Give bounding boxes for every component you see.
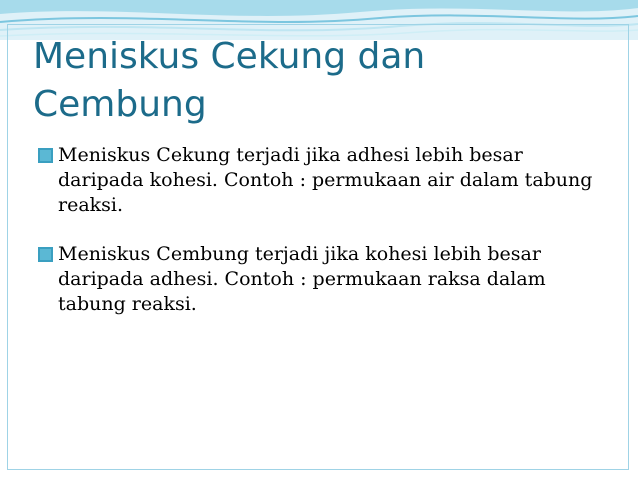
bullet-icon bbox=[38, 247, 53, 262]
bullet-item-cembung bbox=[38, 242, 598, 317]
bullet-text: Meniskus Cekung terjadi jika adhesi lebih besar daripada kohesi. Contoh : permukaan air dalam tabung reaksi. bbox=[58, 144, 593, 216]
bullet-item-cekung bbox=[38, 143, 598, 218]
slide-title: Meniskus Cekung dan Cembung bbox=[33, 36, 426, 125]
bullet-text: Meniskus Cembung terjadi jika kohesi lebih besar daripada adhesi. Contoh : permukaan raksa dalam tabung reaksi. bbox=[58, 243, 546, 315]
bullet-icon bbox=[38, 148, 53, 163]
bullet-list bbox=[38, 143, 598, 341]
